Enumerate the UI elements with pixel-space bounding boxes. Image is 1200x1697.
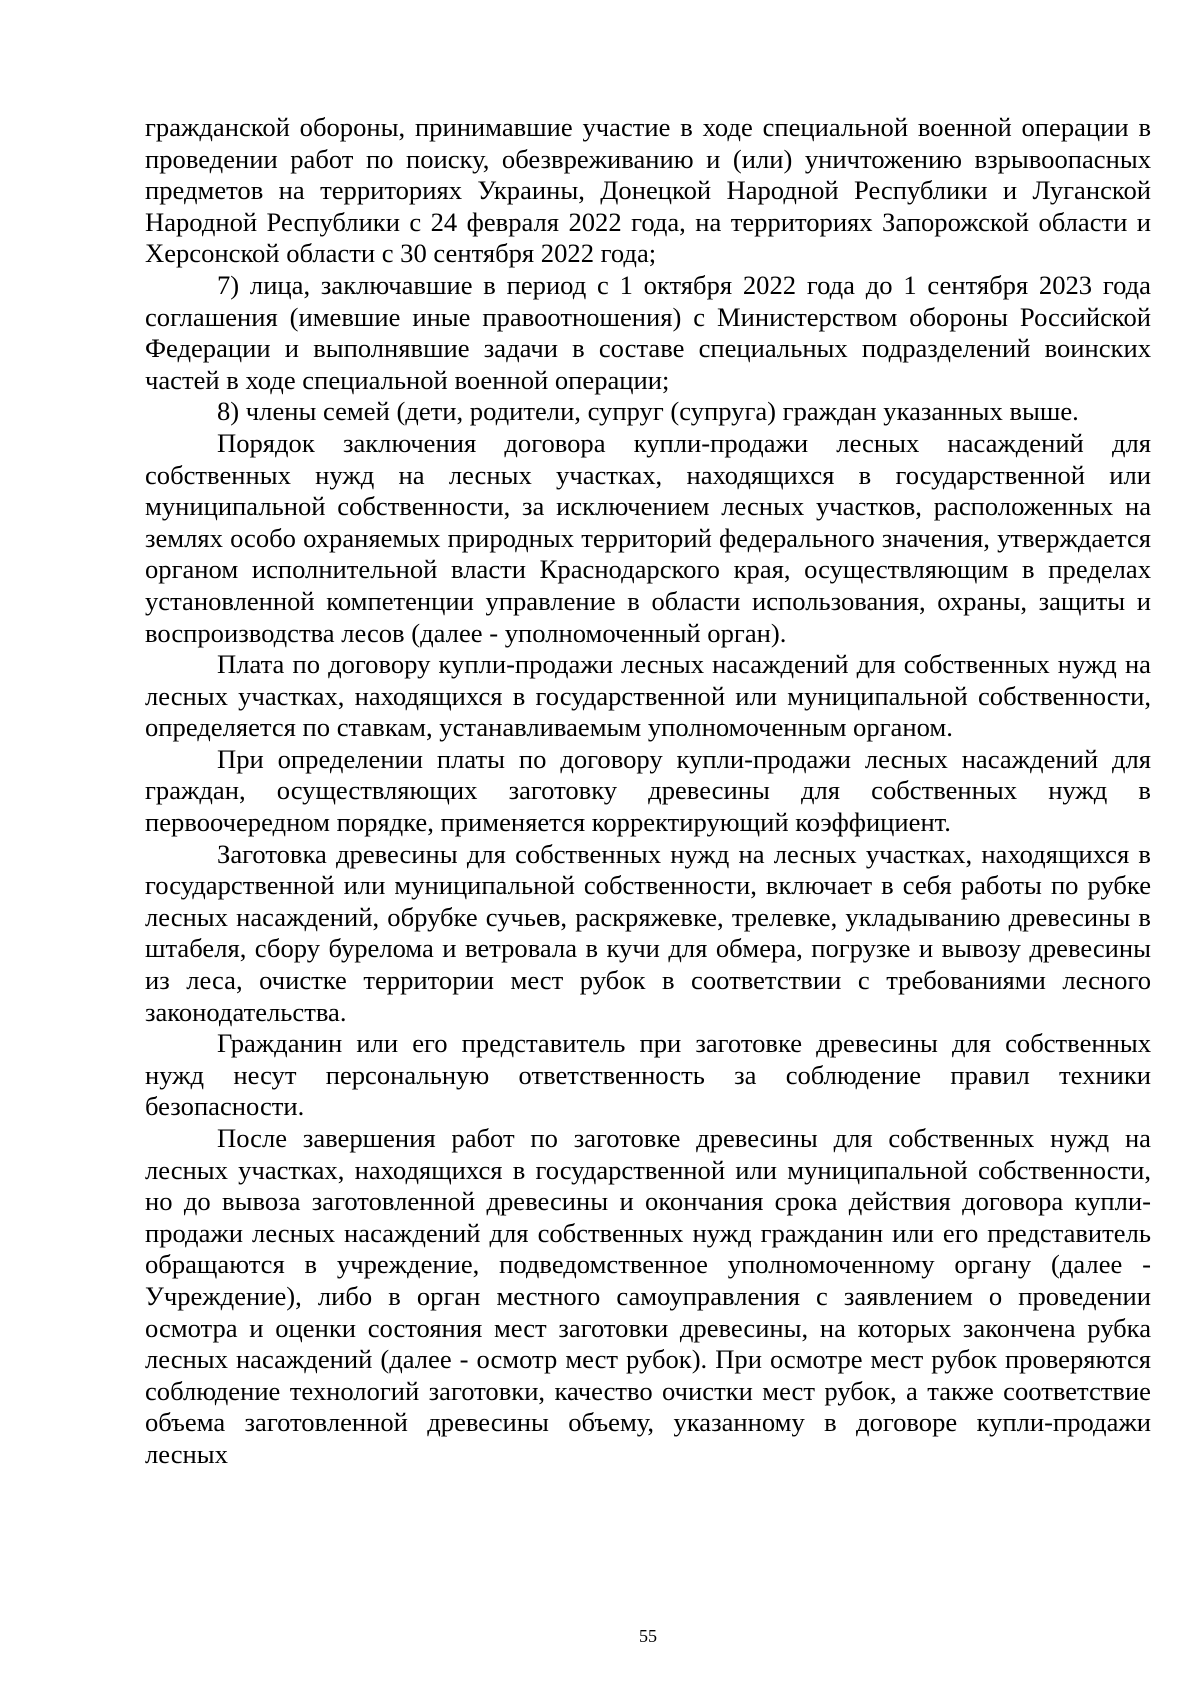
paragraph-site-inspection: После завершения работ по заготовке древесины для собственных нужд на лесных участках, находящихся в государственной или муниципальной собственности, но до вывоза заготовленной древесины и окончания срока действия договора купли-продажи лесных насаждений для собственных нужд гражданин или его представитель обращаются в учреждение, подведомственное уполномоченному органу (далее - Учреждение), либо в орган местного самоуправления с заявлением о проведении осмотра и оценки состояния мест заготовки древесины, на которых закончена рубка лесных насаждений (далее - осмотр мест рубок). При осмотре мест рубок проверяются соблюдение технологий заготовки, качество очистки мест рубок, а также соответствие объема заготовленной древесины объему, указанному в договоре купли-продажи лесных <box>145 1123 1151 1469</box>
paragraph-payment-rates: Плата по договору купли-продажи лесных насаждений для собственных нужд на лесных участках, находящихся в государственной или муниципальной собственности, определяется по ставкам, устанавливаемым уполномоченным органом. <box>145 649 1151 743</box>
paragraph-contract-procedure: Порядок заключения договора купли-продажи лесных насаждений для собственных нужд на лесных участках, находящихся в государственной или муниципальной собственности, за исключением лесных участков, расположенных на землях особо охраняемых природных территорий федерального значения, утверждается органом исполнительной власти Краснодарского края, осуществляющим в пределах установленной компетенции управление в области использования, охраны, защиты и воспроизводства лесов (далее - уполномоченный орган). <box>145 427 1151 648</box>
paragraph-harvesting-works: Заготовка древесины для собственных нужд на лесных участках, находящихся в государственной или муниципальной собственности, включает в себя работы по рубке лесных насаждений, обрубке сучьев, раскряжевке, трелевке, укладыванию древесины в штабеля, сбору бурелома и ветровала в кучи для обмера, погрузке и вывозу древесины из леса, очистке территории мест рубок в соответствии с требованиями лесного законодательства. <box>145 838 1151 1027</box>
document-body <box>145 112 1151 1471</box>
paragraph-safety-responsibility: Гражданин или его представитель при заготовке древесины для собственных нужд несут персональную ответственность за соблюдение правил техники безопасности. <box>145 1028 1151 1122</box>
paragraph-item-8: 8) члены семей (дети, родители, супруг (супруга) граждан указанных выше. <box>217 396 1079 427</box>
paragraph-continuation: гражданской обороны, принимавшие участие в ходе специальной военной операции в проведении работ по поиску, обезвреживанию и (или) уничтожению взрывоопасных предметов на территориях Украины, Донецкой Народной Республики и Луганской Народной Республики с 24 февраля 2022 года, на территориях Запорожской области и Херсонской области с 30 сентября 2022 года; <box>145 112 1151 269</box>
page-number: 55 <box>639 1626 657 1646</box>
paragraph-correction-coefficient: При определении платы по договору купли-продажи лесных насаждений для граждан, осуществляющих заготовку древесины для собственных нужд в первоочередном порядке, применяется корректирующий коэффициент. <box>145 743 1151 838</box>
paragraph-item-7: 7) лица, заключавшие в период с 1 октября 2022 года до 1 сентября 2023 года соглашения (имевшие иные правоотношения) с Министерством обороны Российской Федерации и выполнявшие задачи в составе специальных подразделений воинских частей в ходе специальной военной операции; <box>145 269 1151 395</box>
